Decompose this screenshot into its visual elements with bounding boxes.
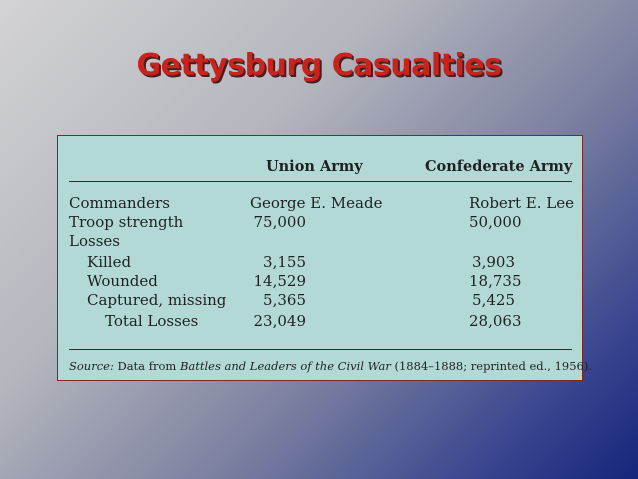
source-suffix: (1884–1888; reprinted ed., 1956). (394, 359, 593, 373)
row-label-wounded: Wounded (87, 272, 158, 290)
row-label-commanders: Commanders (69, 194, 170, 212)
row-label-captured-missing: Captured, missing (87, 291, 227, 309)
slide-title: Gettysburg Casualties (136, 48, 502, 83)
row-label-losses: Losses (69, 232, 120, 250)
cell-confederate-wounded: 18,735 (469, 272, 522, 290)
cell-union-killed: 3,155 (263, 253, 306, 271)
casualties-table (57, 135, 593, 381)
cell-union-total-losses: 23,049 (253, 312, 306, 330)
cell-confederate-killed: 3,903 (472, 253, 515, 271)
header-union-army: Union Army (266, 158, 363, 175)
cell-confederate-total-losses: 28,063 (469, 312, 522, 330)
source-label: Source: (69, 359, 114, 373)
cell-union-wounded: 14,529 (253, 272, 306, 290)
cell-confederate-commander: Robert E. Lee (469, 194, 574, 212)
row-label-troop-strength: Troop strength (69, 213, 184, 231)
cell-union-troop-strength: 75,000 (253, 213, 306, 231)
header-divider (69, 181, 572, 182)
source-prefix: Data from (117, 359, 177, 373)
row-label-killed: Killed (87, 253, 132, 271)
cell-confederate-troop-strength: 50,000 (469, 213, 522, 231)
source-divider (69, 349, 572, 350)
row-label-total-losses: Total Losses (105, 312, 199, 330)
header-confederate-army: Confederate Army (425, 158, 573, 175)
cell-union-captured-missing: 5,365 (263, 291, 306, 309)
source-note (69, 359, 592, 373)
cell-confederate-captured-missing: 5,425 (472, 291, 515, 309)
cell-union-commander: George E. Meade (250, 194, 383, 212)
source-work-title: Battles and Leaders of the Civil War (179, 359, 391, 373)
